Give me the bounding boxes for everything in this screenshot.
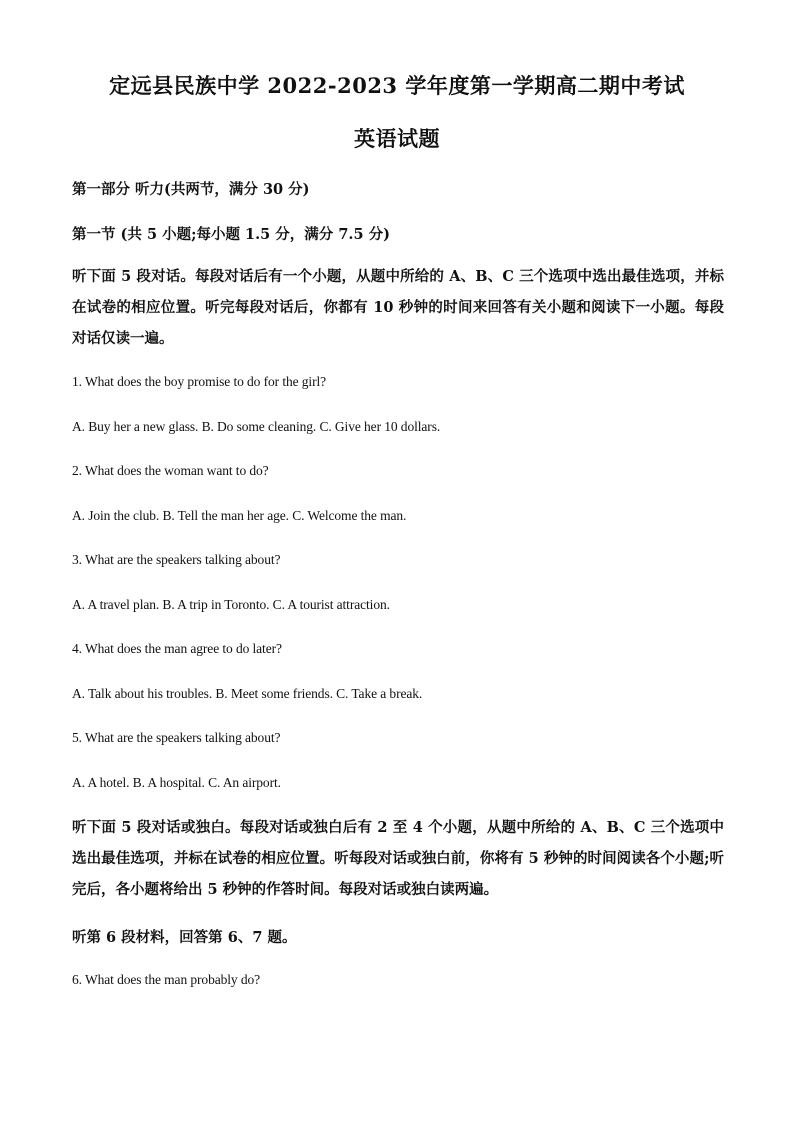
exam-title: 定远县民族中学 2022-2023 学年度第一学期高二期中考试: [109, 73, 685, 98]
section1-heading: 第一节 (共 5 小题;每小题 1.5 分，满分 7.5 分): [72, 226, 390, 243]
question-2-options: A. Join the club. B. Tell the man her age. C. Welcome the man.: [72, 508, 407, 523]
question-3-stem: 3. What are the speakers talking about?: [72, 552, 281, 567]
question-3-options: A. A travel plan. B. A trip in Toronto. C. A tourist attraction.: [72, 597, 390, 612]
section2-directions: 听下面 5 段对话或独白。每段对话或独白后有 2 至 4 个小题，从题中所给的 A、B、C 三个选项中选出最佳选项，并标在试卷的相应位置。听每段对话或独白前，你将有 5 秒钟的时间阅读各个小题;听完后，各小题将给出 5 秒钟的作答时间。每段对话或独白读两遍。: [72, 819, 724, 898]
question-4-stem: 4. What does the man agree to do later?: [72, 641, 282, 656]
part1-heading: 第一部分 听力(共两节，满分 30 分): [72, 181, 310, 198]
section1-directions: 听下面 5 段对话。每段对话后有一个小题，从题中所给的 A、B、C 三个选项中选出最佳选项，并标在试卷的相应位置。听完每段对话后，你都有 10 秒钟的时间来回答有关小题和阅读下一小题。每段对话仅读一遍。: [72, 268, 724, 347]
material-6-instruction: 听第 6 段材料，回答第 6、7 题。: [72, 929, 297, 946]
question-5-stem: 5. What are the speakers talking about?: [72, 730, 281, 745]
question-6-stem: 6. What does the man probably do?: [72, 972, 261, 987]
question-1-stem: 1. What does the boy promise to do for the girl?: [72, 374, 327, 389]
question-4-options: A. Talk about his troubles. B. Meet some friends. C. Take a break.: [72, 686, 423, 701]
question-5-options: A. A hotel. B. A hospital. C. An airport.: [72, 775, 281, 790]
question-2-stem: 2. What does the woman want to do?: [72, 463, 269, 478]
question-1-options: A. Buy her a new glass. B. Do some cleaning. C. Give her 10 dollars.: [72, 419, 441, 434]
exam-subtitle: 英语试题: [354, 126, 440, 151]
